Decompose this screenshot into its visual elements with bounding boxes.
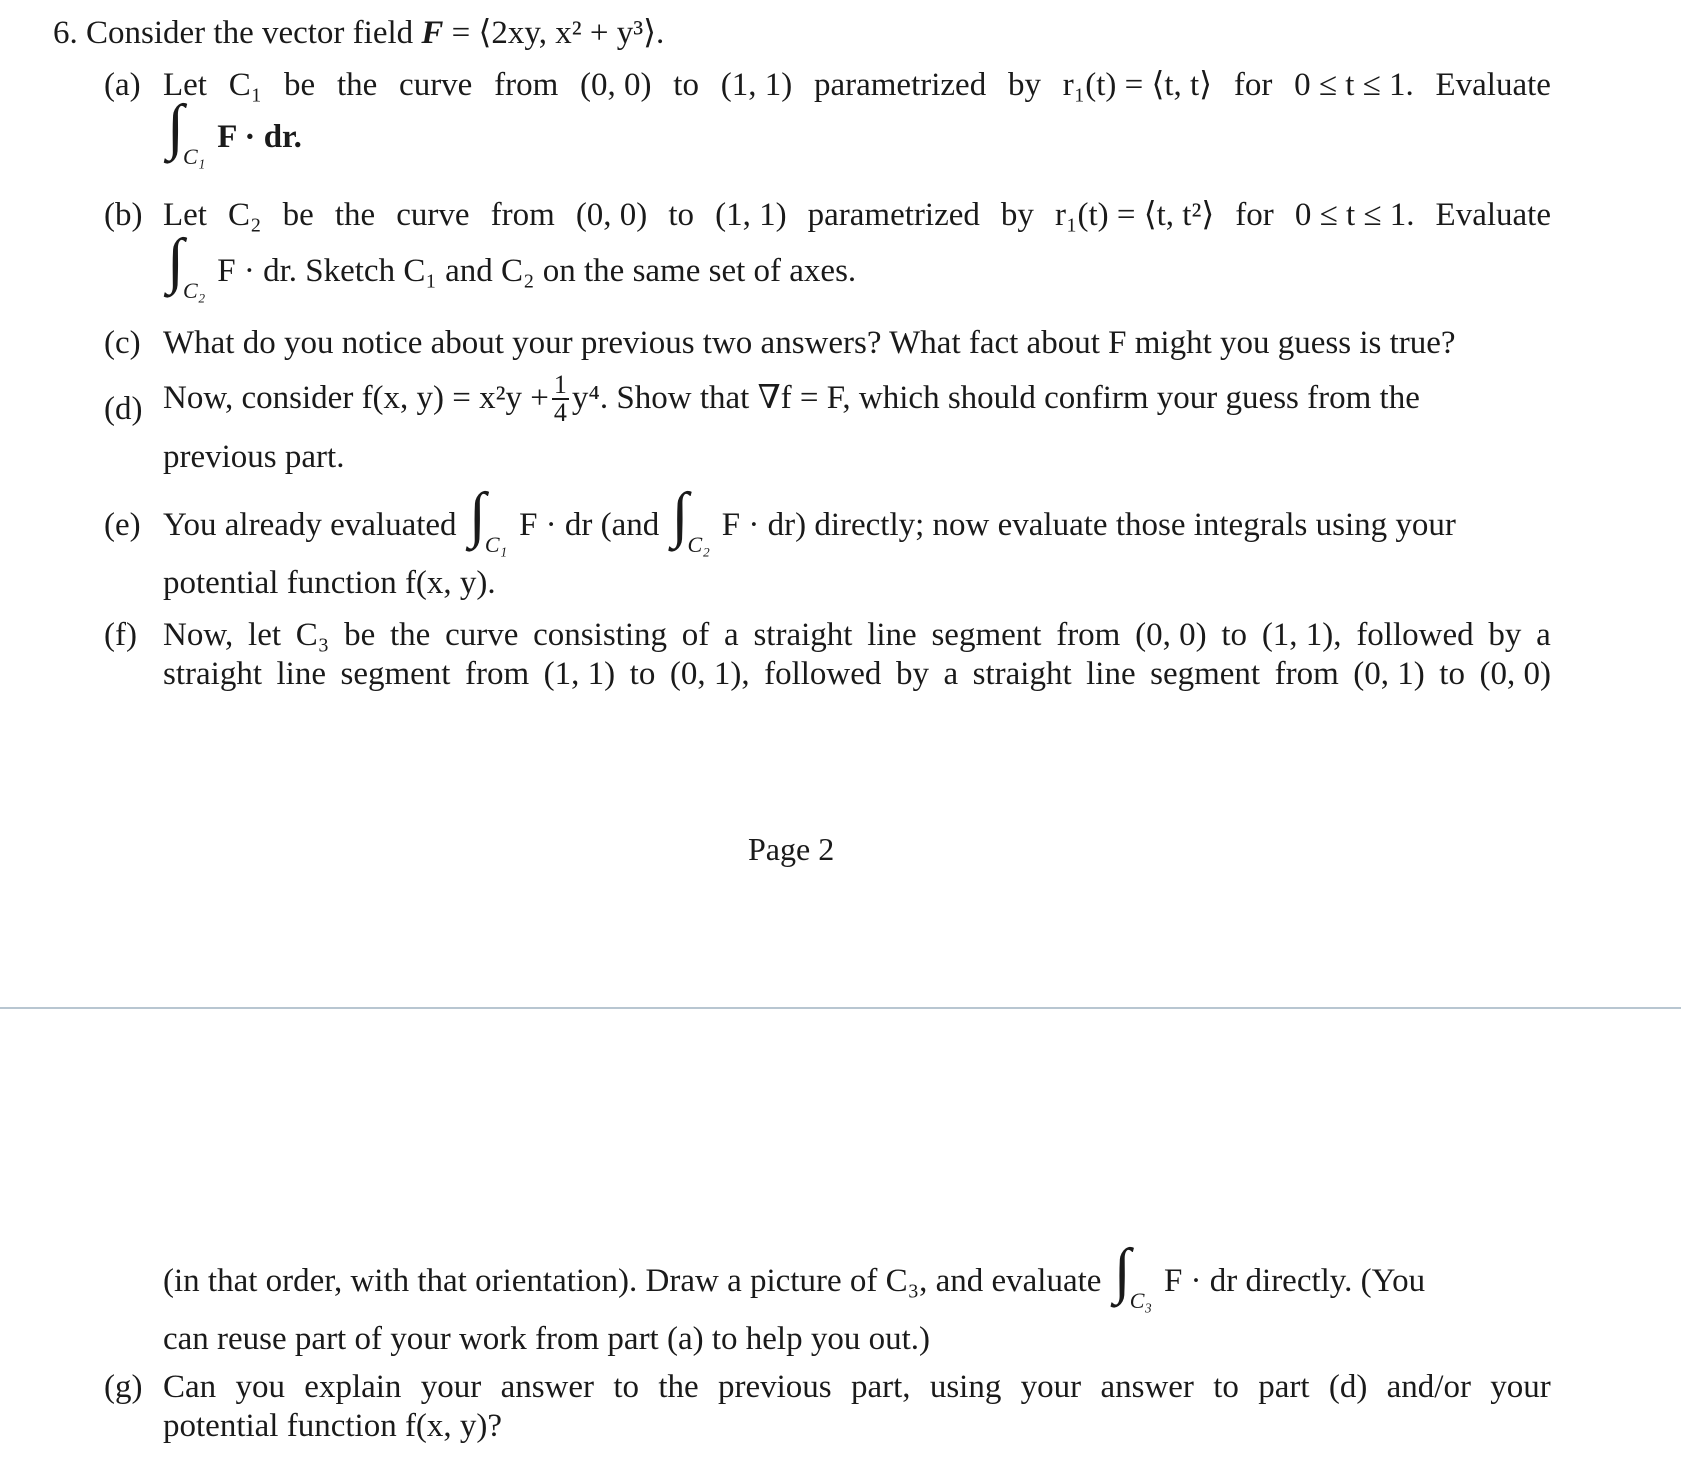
part-d-line2: previous part. xyxy=(163,439,345,475)
part-e-mid: F · dr (and xyxy=(519,507,660,543)
part-g-line1 xyxy=(163,1368,1551,1408)
word: segment xyxy=(931,617,1042,653)
word: you xyxy=(235,1369,285,1405)
word: be xyxy=(284,67,316,103)
word: to xyxy=(668,197,695,233)
word: a xyxy=(1536,617,1551,653)
word: Let xyxy=(163,197,207,233)
word: Now, xyxy=(163,617,234,653)
part-d-line1 xyxy=(163,372,1551,426)
word: (0, 0) xyxy=(580,67,652,103)
word: followed xyxy=(1356,617,1474,653)
word: segment xyxy=(340,656,451,692)
word: from xyxy=(1274,656,1339,692)
word: your xyxy=(1020,1369,1082,1405)
word: for xyxy=(1235,197,1274,233)
word: answer xyxy=(1100,1369,1194,1405)
part-d-label: (d) xyxy=(104,391,143,427)
word: the xyxy=(334,197,376,233)
word: from xyxy=(494,67,559,103)
word: from xyxy=(465,656,530,692)
word: be xyxy=(344,617,376,653)
word: by xyxy=(895,656,929,692)
word: explain xyxy=(304,1369,402,1405)
integral-sign-c2: ∫ C₂ xyxy=(167,227,206,304)
word: part, xyxy=(850,1369,911,1405)
part-e-pre: You already evaluated xyxy=(163,507,457,543)
word: line xyxy=(1086,656,1136,692)
word: C₃ xyxy=(295,617,330,653)
word: and/or xyxy=(1386,1369,1471,1405)
word: let xyxy=(248,617,282,653)
word: (0, 0) xyxy=(1479,656,1551,692)
word: line xyxy=(867,617,917,653)
word: straight xyxy=(163,656,262,692)
page-number: Page 2 xyxy=(748,831,835,867)
word: straight xyxy=(972,656,1072,692)
word: (0, 0) xyxy=(575,197,648,233)
word: of xyxy=(681,617,710,653)
word: curve xyxy=(399,67,473,103)
word: segment xyxy=(1150,656,1261,692)
part-a-line1 xyxy=(163,66,1551,106)
part-e-line1 xyxy=(163,481,1456,558)
word: (0, 1), xyxy=(669,656,750,692)
part-d-pre: Now, consider f(x, y) = x²y + xyxy=(163,380,549,417)
word: (1, 1) xyxy=(720,67,793,103)
page-divider xyxy=(0,1007,1681,1009)
part-b-line2 xyxy=(163,227,857,304)
word: 0 ≤ t ≤ 1. xyxy=(1294,197,1415,233)
word: by xyxy=(1000,197,1034,233)
part-a-label: (a) xyxy=(104,67,141,103)
part-c-label: (c) xyxy=(104,325,141,361)
word: the xyxy=(336,67,378,103)
word: line xyxy=(276,656,326,692)
word: to xyxy=(673,67,699,103)
problem-intro: Consider the vector field xyxy=(86,15,414,51)
part-f-line2 xyxy=(163,655,1551,695)
word: Let xyxy=(163,67,207,103)
word: from xyxy=(1056,617,1121,653)
word: (0, 0) xyxy=(1135,617,1207,653)
word: Evaluate xyxy=(1435,67,1551,103)
word: a xyxy=(724,617,739,653)
word: from xyxy=(490,197,555,233)
word: 0 ≤ t ≤ 1. xyxy=(1294,67,1414,103)
field-symbol: F xyxy=(421,15,444,51)
word: (1, 1) xyxy=(715,197,787,233)
fraction-one-quarter: $\frac{1}{4}$ xyxy=(553,370,567,427)
word: followed xyxy=(764,656,882,692)
part-b-line1 xyxy=(163,196,1551,236)
problem-number: 6. xyxy=(53,15,78,51)
word: Can xyxy=(163,1369,217,1405)
part-f-continued-line1 xyxy=(163,1237,1426,1314)
word: (0, 1) xyxy=(1353,656,1425,692)
part-c-text: What do you notice about your previous two answers? What fact about F might you guess is true? xyxy=(163,325,1456,361)
word: by xyxy=(1007,67,1041,103)
field-definition: = ⟨2xy, x² + y³⟩. xyxy=(451,15,665,51)
word: curve xyxy=(445,617,519,653)
word: be xyxy=(282,197,314,233)
word: curve xyxy=(396,197,470,233)
part-f-cont-pre: (in that order, with that orientation). Draw a picture of C₃, and evaluate xyxy=(163,1263,1102,1299)
word: by xyxy=(1488,617,1522,653)
part-e-post: F · dr) directly; now evaluate those integrals using your xyxy=(721,507,1456,543)
word: C₂ xyxy=(228,197,262,233)
part-a-tail: F · dr. xyxy=(217,119,302,155)
word: your xyxy=(1490,1369,1551,1405)
problem-header xyxy=(53,14,664,54)
word: a xyxy=(943,656,959,692)
word: C₁ xyxy=(228,67,263,103)
word: Evaluate xyxy=(1435,197,1551,233)
word: to xyxy=(1221,617,1248,653)
part-a-line2 xyxy=(163,93,302,170)
part-f-line1 xyxy=(163,616,1551,656)
word: (1, 1), xyxy=(1261,617,1342,653)
word: the xyxy=(658,1369,699,1405)
word: for xyxy=(1233,67,1273,103)
word: to xyxy=(1213,1369,1239,1405)
integral-sign-c1: ∫ C₁ xyxy=(167,93,206,170)
word: r₁(t) = ⟨t, t⟩ xyxy=(1062,67,1213,103)
word: your xyxy=(420,1369,482,1405)
part-e-line2: potential function f(x, y). xyxy=(163,565,496,601)
part-b-tail: F · dr. Sketch C₁ and C₂ on the same set of axes. xyxy=(217,253,857,289)
part-f-label: (f) xyxy=(104,617,137,653)
word: using xyxy=(929,1369,1002,1405)
part-f-cont-post: F · dr directly. (You xyxy=(1163,1263,1426,1299)
part-f-continued-line2: can reuse part of your work from part (a) to help you out.) xyxy=(163,1321,930,1357)
word: to xyxy=(613,1369,640,1405)
word: answer xyxy=(500,1369,595,1405)
word: consisting xyxy=(533,617,667,653)
part-g-line2: potential function f(x, y)? xyxy=(163,1408,503,1444)
word: previous xyxy=(717,1369,832,1405)
page-bottom xyxy=(0,1010,1681,1460)
integral-sign-e-c2: ∫ C₂ xyxy=(671,481,710,558)
word: the xyxy=(390,617,431,653)
word: (d) xyxy=(1328,1369,1368,1405)
word: parametrized xyxy=(813,67,987,103)
word: to xyxy=(629,656,656,692)
word: (1, 1) xyxy=(543,656,616,692)
integral-sign-e-c1: ∫ C₁ xyxy=(468,481,508,558)
part-e-label: (e) xyxy=(104,507,141,543)
word: to xyxy=(1439,656,1465,692)
word: parametrized xyxy=(807,197,980,233)
integral-sign-c3: ∫ C₃ xyxy=(1113,1237,1153,1314)
part-b-label: (b) xyxy=(104,197,143,233)
word: part xyxy=(1258,1369,1310,1405)
word: r₁(t) = ⟨t, t²⟩ xyxy=(1054,197,1215,233)
part-g-label: (g) xyxy=(104,1369,143,1405)
part-d-post: y⁴. Show that ∇f = F, which should confirm your guess from the xyxy=(571,380,1420,417)
word: straight xyxy=(753,617,853,653)
